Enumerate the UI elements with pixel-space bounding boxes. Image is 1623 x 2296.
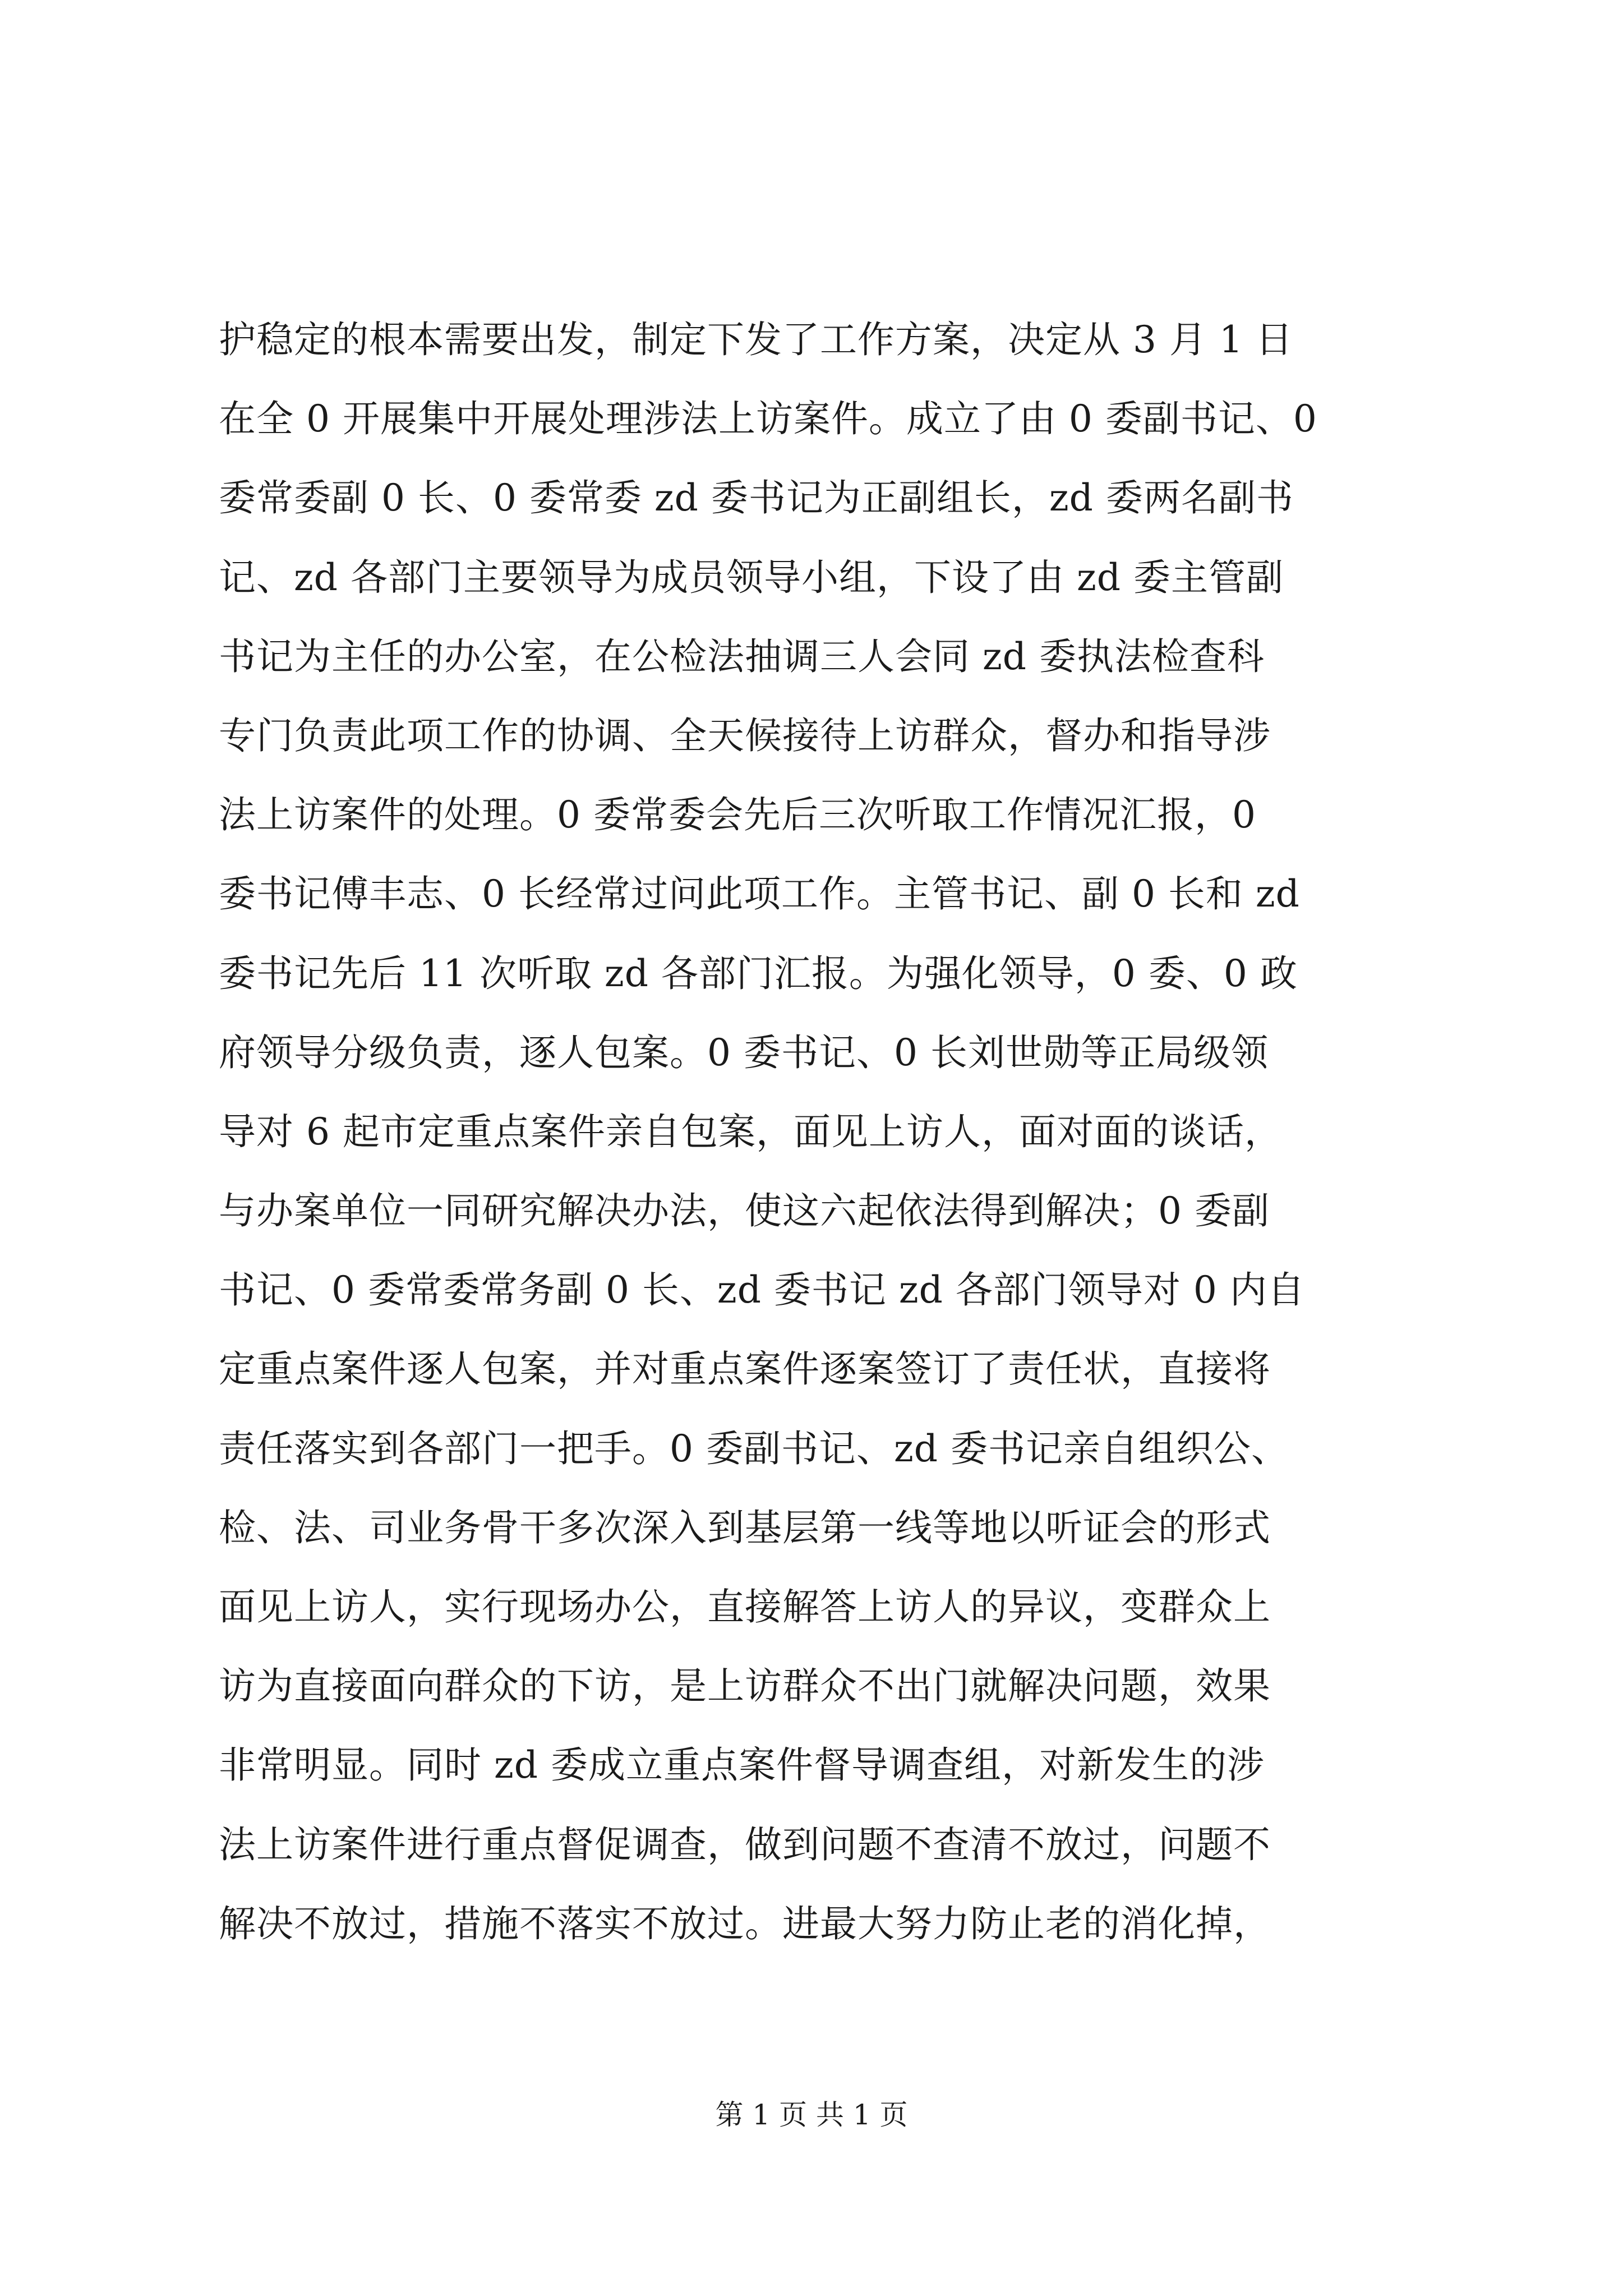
text-line: 检、法、司业务骨干多次深入到基层第一线等地以听证会的形式 — [219, 1506, 1271, 1549]
text-line: 书记为主任的办公室，在公检法抽调三人会同 zd 委执法检查科 — [219, 634, 1265, 678]
text-line: 记、zd 各部门主要领导为成员领导小组，下设了由 zd 委主管副 — [219, 555, 1284, 599]
text-line: 非常明显。同时 zd 委成立重点案件督导调查组，对新发生的涉 — [219, 1743, 1265, 1787]
text-line: 府领导分级负责，逐人包案。0 委书记、0 长刘世勋等正局级领 — [219, 1030, 1269, 1074]
text-line: 导对 6 起市定重点案件亲自包案，面见上访人，面对面的谈话， — [219, 1110, 1282, 1153]
text-line: 访为直接面向群众的下访，是上访群众不出门就解决问题，效果 — [219, 1664, 1271, 1708]
text-line: 面见上访人，实行现场办公，直接解答上访人的异议，变群众上 — [219, 1585, 1271, 1628]
text-line: 委书记先后 11 次听取 zd 各部门汇报。为强化领导，0 委、0 政 — [219, 951, 1298, 995]
text-line: 在全 0 开展集中开展处理涉法上访案件。成立了由 0 委副书记、0 — [219, 397, 1317, 441]
body-text — [219, 300, 1486, 1963]
text-line: 定重点案件逐人包案，并对重点案件逐案签订了责任状，直接将 — [219, 1347, 1271, 1391]
page-number-footer: 第 1 页 共 1 页 — [715, 2099, 908, 2131]
text-line: 委常委副 0 长、0 委常委 zd 委书记为正副组长，zd 委两名副书 — [219, 476, 1294, 520]
text-line: 解决不放过，措施不落实不放过。进最大努力防止老的消化掉， — [219, 1902, 1271, 1945]
text-line: 专门负责此项工作的协调、全天候接待上访群众，督办和指导涉 — [219, 714, 1271, 757]
text-line: 责任落实到各部门一把手。0 委副书记、zd 委书记亲自组织公、 — [219, 1427, 1289, 1470]
text-line: 护稳定的根本需要出发，制定下发了工作方案，决定从 3 月 1 日 — [219, 318, 1293, 361]
text-line: 法上访案件的处理。0 委常委会先后三次听取工作情况汇报，0 — [219, 793, 1256, 837]
text-line: 委书记傅丰志、0 长经常过问此项工作。主管书记、副 0 长和 zd — [219, 872, 1300, 916]
text-line: 书记、0 委常委常务副 0 长、zd 委书记 zd 各部门领导对 0 内自 — [219, 1268, 1305, 1312]
text-line: 与办案单位一同研究解决办法，使这六起依法得到解决；0 委副 — [219, 1189, 1270, 1233]
text-line: 法上访案件进行重点督促调查，做到问题不查清不放过，问题不 — [219, 1823, 1271, 1866]
